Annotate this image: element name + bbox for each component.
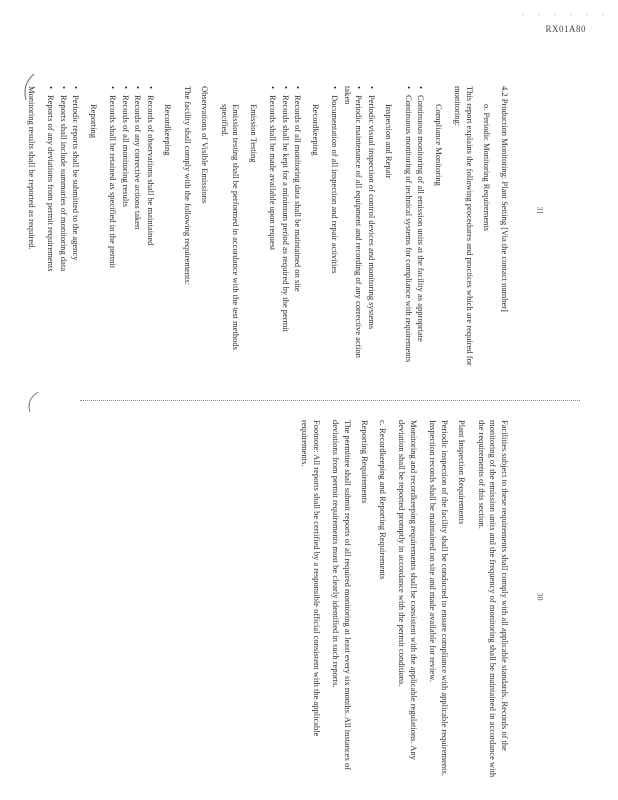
document-id: RX01A80 [545,24,586,34]
page-number-upper: 31 [535,206,545,215]
lower-heading-1: Plant Inspection Requirements [457,420,468,525]
group-e-title: Recordkeeping [163,104,174,156]
lower-heading-2: Reporting Requirements [360,420,371,504]
group-b-list [329,86,377,376]
scan-marks: . . . . . . [522,8,610,17]
list-item: • Records of all monitoring data shall be maintained on site [292,86,304,376]
upper-page-content [18,86,511,376]
lower-paragraph-1: Facilities subject to these requirements shall comply with all applicable standards. Records of the monitoring of the emission units and the frequency of monitoring shall be maintained in accordance with the requirements of this section. [477,420,510,778]
list-item: • Continuous monitoring of technical systems for compliance with requirements [403,86,415,376]
list-item: • Records of all monitoring results [120,86,132,376]
lower-paragraph-3: Monitoring and recordkeeping requirements shall be consistent with the applicable regulations. Any deviation shall be reported promptly in accordance with the permit conditions. [397,420,419,760]
group-c-list [267,86,304,376]
lower-page-content [291,420,510,780]
group-d-title: Emission Testing [249,104,259,163]
list-item: • Records of any corrective actions taken [132,86,144,376]
list-item: • Records shall be kept for a minimum period as required by the permit [280,86,292,376]
scan-arc-mark-mid [22,390,42,414]
lower-item-heading: c. Recordkeeping and Reporting Requirements [378,420,388,580]
list-item: • Periodic reports shall be submitted to the agency [70,86,82,376]
lower-paragraph-2: Periodic inspection of the facility shall be conducted to ensure compliance with applicable requirements. Inspection records shall be maintained on site and made available for review. [428,420,450,776]
list-item: • Continuous monitoring of all emission units at the facility as appropriate [415,86,427,376]
group-f-title: Reporting [89,104,99,138]
group-f-list [45,86,82,376]
list-item: • Records shall be retained as specified in the permit [107,86,119,376]
item-c-text: The facility shall comply with the following requirements: [183,86,193,285]
section-title: 4.2 Production Monitoring: Plant Setting [Via the contact number] [500,86,510,312]
group-a-title: Compliance Monitoring [434,104,444,186]
group-c-title: Recordkeeping [311,104,321,156]
sub-title: o. Periodic Monitoring Requirements [482,104,493,232]
group-e-list [107,86,156,376]
closing-paragraph: Monitoring results shall be reported as required. [27,86,37,250]
group-a-list [403,86,427,376]
page-divider [80,400,580,401]
page-number-lower: 30 [535,592,545,601]
list-item: • Periodic visual inspection of control devices and monitoring systems [366,86,378,376]
lower-footnote: Footnote: All reports shall be certified by a responsible official consistent with the applicable requirements. [300,420,322,737]
list-item: • Documentation of all inspection and repair activities [329,86,341,376]
list-item: • Records shall be made available upon request [267,86,279,376]
group-d-text: Emission testing shall be performed in accordance with the test methods specified. [220,104,242,350]
lower-paragraph-4: The permittee shall submit reports of all required monitoring at least every six months. All instances of deviations from permit requirements must be clearly identified in such reports. [331,420,353,771]
list-item: • Records of observations shall be maintained [145,86,157,376]
item-c-title: Observations of Visible Emissions [200,86,211,204]
intro-paragraph: This report explains the following procedures and practices which are required for monitoring: [453,86,475,366]
group-b-title: Inspection and Repair [384,104,395,179]
list-item: • Reports of any deviations from permit requirements [45,86,57,376]
list-item: • Periodic maintenance of all equipment and recording of any corrective action taken [342,86,365,376]
list-item: • Reports shall include summaries of monitoring data [58,86,70,376]
